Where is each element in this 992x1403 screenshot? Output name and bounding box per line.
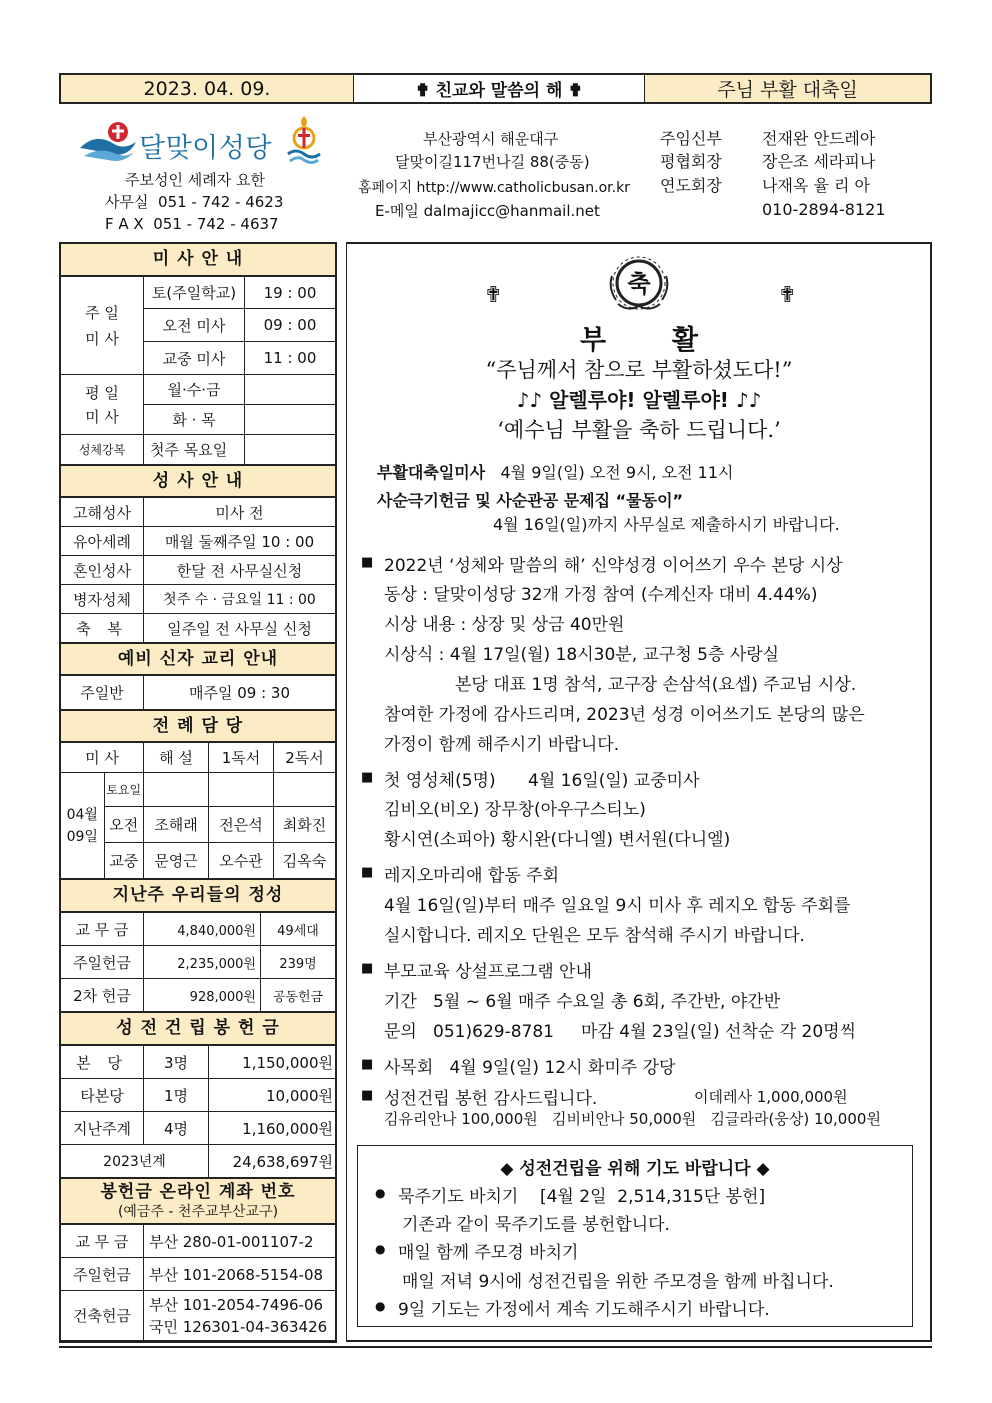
offering-note: 공동헌금 (261, 979, 336, 1012)
bullet-square-icon: ■ (361, 770, 374, 785)
liturgy-title: 전 례 담 당 (61, 710, 335, 742)
staff-role-1: 주임신부 (660, 129, 722, 148)
sacrament-label: 혼인성사 (61, 556, 144, 585)
prayer-title: ◆ 성전건립을 위해 기도 바랍니다 ◆ (500, 1159, 770, 1179)
building-count: 3명 (144, 1046, 209, 1079)
adoration-value: 첫주 목요일 (144, 435, 245, 465)
prayer-item: 기존과 같이 묵주기도를 봉헌합니다. (402, 1215, 670, 1235)
homepage-link[interactable]: 홈페이지 http://www.catholicbusan.or.kr (358, 180, 630, 196)
fax-number: 051 - 742 - 4637 (153, 215, 279, 233)
bullet-square-icon: ■ (361, 1057, 374, 1072)
offering-label: 주일헌금 (61, 946, 144, 979)
accounts-title: 봉헌금 온라인 계좌 번호 (100, 1182, 296, 1202)
address-line1: 부산광역시 해운대구 (423, 130, 559, 148)
offerings-title: 지난주 우리들의 정성 (61, 879, 335, 912)
catechumen-table (61, 675, 335, 710)
building-fund-table (61, 1045, 335, 1178)
easter-line3: ‘예수님 부활을 축하 드립니다.’ (497, 418, 781, 442)
sacrament-label: 병자성체 (61, 585, 144, 614)
notice-parent-line: 기간 5월 ~ 6월 매주 수요일 총 6회, 주간반, 야간반 (384, 992, 781, 1012)
year-theme: ✟ 친교와 말씀의 해 ✟ (354, 75, 645, 102)
bottom-rule (59, 1346, 932, 1348)
offering-note: 239명 (261, 946, 336, 979)
notice-parent-line: 부모교육 상설프로그램 안내 (384, 962, 592, 982)
offering-amount: 4,840,000원 (144, 913, 261, 946)
building-count: 4명 (144, 1112, 209, 1145)
patron-emblem (284, 114, 324, 166)
weekday-mass-time (245, 375, 336, 405)
prayer-item: 매일 저녁 9시에 성전건립을 위한 주모경을 함께 바칩니다. (402, 1272, 834, 1292)
notice-bible-line: 가정이 함께 해주시기 바랍니다. (384, 735, 620, 755)
fax-row (105, 213, 279, 235)
liturgy-mass: 교중 (104, 843, 143, 879)
building-year-label: 2023년계 (61, 1145, 209, 1178)
patron-saint: 주보성인 세례자 요한 (125, 171, 265, 189)
building-label: 타본당 (61, 1079, 144, 1112)
sunday-mass-time: 11 : 00 (245, 342, 336, 375)
sacrament-value: 일주일 전 사무실 신청 (144, 614, 336, 643)
account-label: 건축헌금 (61, 1291, 144, 1341)
notice-legio-line: 4월 16일(일)부터 매주 일요일 9시 미사 후 레지오 합동 주회를 (384, 896, 851, 916)
office-phone-row (105, 191, 283, 213)
building-amount: 1,150,000원 (209, 1046, 336, 1079)
building-account-numbers (144, 1291, 336, 1341)
notice-bible-line: 2022년 ‘성체와 말씀의 해’ 신약성경 이어쓰기 우수 본당 시상 (384, 556, 843, 576)
candle-flame-icon (284, 114, 324, 166)
building-year-total: 24,638,697원 (209, 1145, 336, 1178)
catechumen-title: 예비 신자 교리 안내 (61, 643, 335, 675)
left-info-column (59, 242, 337, 1343)
notice-lent-text: 4월 16일(일)까지 사무실로 제출하시기 바랍니다. (493, 515, 840, 534)
church-logo (78, 118, 138, 164)
weekday-mass-name: 화 · 목 (144, 405, 245, 435)
offering-note: 49세대 (261, 913, 336, 946)
notice-parent-line: 문의 051)629-8781 마감 4월 23일(일) 선착순 각 20명씩 (384, 1022, 857, 1042)
accounts-table (61, 1224, 335, 1341)
staff-name-3: 나재옥 율 리 아 (762, 176, 870, 195)
adoration-label: 성체강복 (61, 435, 144, 465)
sacrament-guide-title: 성 사 안 내 (61, 465, 335, 497)
account-label: 교 무 금 (61, 1225, 144, 1258)
address-line2: 달맞이길117번나길 88(중동) (395, 153, 590, 171)
cross-icon: ✟ (484, 283, 503, 308)
mass-schedule-table (61, 276, 335, 465)
liturgy-commentary: 문영근 (144, 843, 209, 879)
celebration-seal (604, 254, 674, 316)
notice-bible-line: 시상식 : 4월 17일(월) 18시30분, 교구청 5층 사랑실 (384, 645, 780, 665)
sacrament-label: 유아세례 (61, 527, 144, 556)
adoration-empty (245, 435, 336, 465)
liturgy-mass: 토요일 (104, 773, 143, 807)
bullet-square-icon: ■ (361, 961, 374, 976)
weekday-mass-label: 평 일 미 사 (61, 375, 144, 435)
bullet-dot-icon: ● (375, 1242, 386, 1256)
notice-text: 4월 9일(일) 오전 9시, 오전 11시 (500, 463, 734, 482)
liturgy-header: 해 설 (144, 743, 209, 773)
prayer-item: 묵주기도 바치기 [4월 2일 2,514,315단 봉헌] (398, 1187, 766, 1207)
notice-legio-line: 레지오마리애 합동 주회 (384, 866, 560, 886)
cross-icon: ✟ (778, 283, 797, 308)
notice-donation-title: 성전건립 봉헌 감사드립니다. (384, 1089, 598, 1109)
building-count: 1명 (144, 1079, 209, 1112)
offering-amount: 2,235,000원 (144, 946, 261, 979)
notice-lent-title: 사순극기헌금 및 사순관공 문제집 “물동이” (377, 491, 684, 510)
email-link[interactable]: E-메일 dalmajicc@hanmail.net (375, 202, 600, 220)
notice-bible-line: 시상 내용 : 상장 및 상금 40만원 (384, 615, 625, 635)
sacrament-value: 매월 둘째주일 10 : 00 (144, 527, 336, 556)
easter-line2: ♪♪ 알렐루야! 알렐루야! ♪♪ (516, 388, 762, 412)
mass-guide-title: 미 사 안 내 (61, 244, 335, 276)
bulletin-date: 2023. 04. 09. (61, 75, 354, 102)
sunday-mass-name: 오전 미사 (144, 309, 245, 342)
catechumen-value: 매주일 09 : 30 (144, 676, 336, 710)
building-fund-title: 성 전 건 립 봉 헌 금 (61, 1012, 335, 1045)
bullet-square-icon: ■ (361, 1088, 374, 1103)
fax-label: F A X (105, 215, 144, 233)
bullet-square-icon: ■ (361, 555, 374, 570)
sacrament-value: 한달 전 사무실신청 (144, 556, 336, 585)
staff-name-1: 전재완 안드레아 (762, 129, 876, 148)
liturgy-header: 미 사 (61, 743, 144, 773)
account-number: 부산 101-2054-7496-06 (149, 1295, 324, 1314)
notice-title: 부활대축일미사 (377, 463, 486, 482)
offering-amount: 928,000원 (144, 979, 261, 1012)
easter-line1: “주님께서 참으로 부활하셨도다!” (485, 358, 793, 382)
liturgy-header: 1독서 (209, 743, 274, 773)
liturgy-mass: 오전 (104, 807, 143, 843)
notice-bible-line: 동상 : 달맞이성당 32개 가정 참여 (수계신자 대비 4.44%) (384, 585, 818, 605)
building-label: 지난주계 (61, 1112, 144, 1145)
offerings-table (61, 912, 335, 1012)
account-number: 국민 126301-04-363426 (149, 1317, 328, 1336)
notice-bible-line: 참여한 가정에 감사드리며, 2023년 성경 이어쓰기도 본당의 많은 (384, 705, 865, 725)
bullet-dot-icon: ● (375, 1299, 386, 1313)
offering-label: 교 무 금 (61, 913, 144, 946)
sunday-mass-label: 주 일 미 사 (61, 277, 144, 375)
sacrament-label: 축 복 (61, 614, 144, 643)
sunday-mass-name: 교중 미사 (144, 342, 245, 375)
account-label: 주일헌금 (61, 1258, 144, 1291)
bullet-dot-icon: ● (375, 1186, 386, 1200)
liturgy-reading1: 오수관 (209, 843, 274, 879)
bullet-square-icon: ■ (361, 865, 374, 880)
prayer-item: 매일 함께 주모경 바치기 (398, 1243, 579, 1263)
liturgy-date: 04월 09일 (61, 773, 104, 879)
weekday-mass-time (245, 405, 336, 435)
seal-text: 축 (627, 270, 651, 298)
notice-communion-line: 김비오(비오) 장무창(아우구스티노) (384, 800, 646, 820)
liturgy-table (61, 742, 335, 879)
account-number: 부산 280-01-001107-2 (144, 1225, 336, 1258)
notice-council: 사목회 4월 9일(일) 12시 화미주 강당 (384, 1058, 676, 1078)
logo-wave-icon (78, 118, 138, 164)
top-banner (59, 73, 932, 104)
liturgy-header: 2독서 (274, 743, 336, 773)
offering-label: 2차 헌금 (61, 979, 144, 1012)
liturgy-reading1 (209, 773, 274, 807)
prayer-item: 9일 기도는 가정에서 계속 기도해주시기 바랍니다. (398, 1300, 770, 1320)
liturgy-commentary: 조해래 (144, 807, 209, 843)
weekday-mass-name: 월·수·금 (144, 375, 245, 405)
notice-communion-line: 첫 영성체(5명) 4월 16일(일) 교중미사 (384, 771, 700, 791)
staff-role-3: 연도회장 (660, 176, 722, 195)
notice-easter-mass (377, 460, 733, 483)
building-label: 본 당 (61, 1046, 144, 1079)
notice-donation-names: 김유리안나 100,000원 김비비안나 50,000원 김글라라(웅상) 10,000원 (384, 1110, 881, 1128)
staff-phone: 010-2894-8121 (762, 200, 886, 219)
liturgy-reading2 (274, 773, 336, 807)
notice-donation-right: 이데레사 1,000,000원 (694, 1088, 848, 1106)
accounts-subtitle: (예금주 - 천주교부산교구) (117, 1204, 279, 1220)
notice-communion-line: 황시연(소피아) 황시완(다니엘) 변서원(다니엘) (384, 830, 731, 850)
notice-legio-line: 실시합니다. 레지오 단원은 모두 참석해 주시기 바랍니다. (384, 926, 805, 946)
liturgy-reading2: 김옥숙 (274, 843, 336, 879)
catechumen-label: 주일반 (61, 676, 144, 710)
accounts-header (61, 1178, 335, 1224)
building-amount: 1,160,000원 (209, 1112, 336, 1145)
office-phone-label: 사무실 (105, 193, 149, 211)
sacrament-table (61, 497, 335, 643)
notice-bible-line: 본당 대표 1명 참석, 교구장 손삼석(요셉) 주교님 시상. (455, 675, 857, 695)
sacrament-value: 첫주 수 · 금요일 11 : 00 (144, 585, 336, 614)
sunday-mass-time: 19 : 00 (245, 277, 336, 309)
sunday-mass-name: 토(주일학교) (144, 277, 245, 309)
staff-name-2: 장은조 세라피나 (762, 152, 876, 171)
building-amount: 10,000원 (209, 1079, 336, 1112)
account-number: 부산 101-2068-5154-08 (144, 1258, 336, 1291)
office-phone: 051 - 742 - 4623 (158, 193, 284, 211)
easter-title: 부 활 (580, 325, 698, 356)
church-name: 달맞이성당 (139, 133, 272, 164)
liturgy-reading1: 전은석 (209, 807, 274, 843)
sacrament-value: 미사 전 (144, 498, 336, 527)
liturgy-commentary (144, 773, 209, 807)
staff-role-2: 평협회장 (660, 152, 722, 171)
sunday-mass-time: 09 : 00 (245, 309, 336, 342)
liturgy-reading2: 최화진 (274, 807, 336, 843)
sacrament-label: 고해성사 (61, 498, 144, 527)
feast-name: 주님 부활 대축일 (645, 75, 930, 102)
